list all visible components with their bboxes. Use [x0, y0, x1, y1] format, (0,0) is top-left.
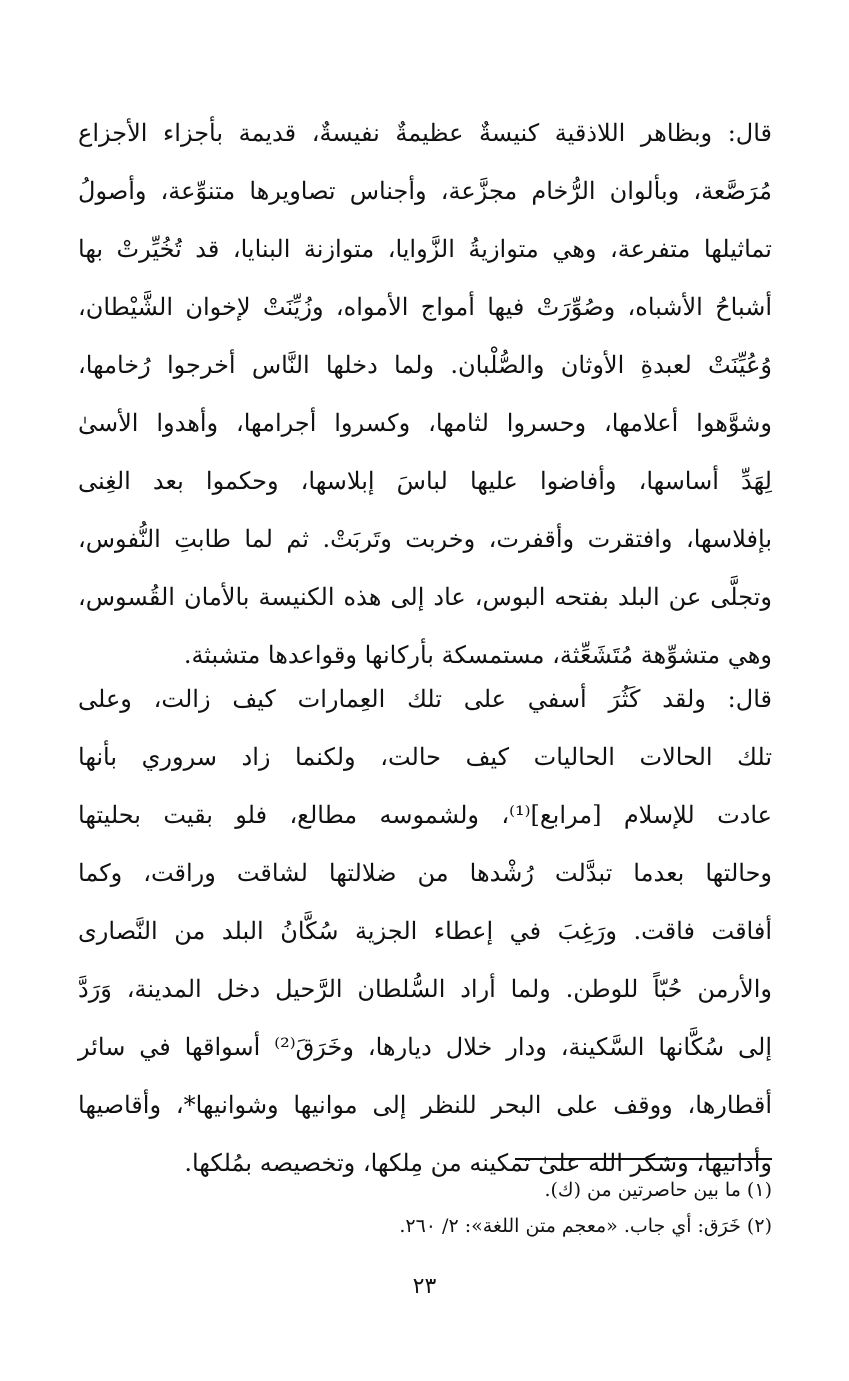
paragraph-1 — [78, 104, 772, 684]
footnote-1: (١) ما بين حاصرتين من (ك). — [544, 1179, 772, 1201]
footnotes — [78, 1172, 772, 1244]
text-line: وهي متشوِّهة مُتَشَعِّثة، مستمسكة بأركانها وقواعدها متشبثة. — [183, 641, 772, 669]
text-line: أشباحُ الأشباه، وصُوِّرَتْ فيها أمواج الأمواه، وزُيِّنَتْ لإخوان الشَّيْطان، — [78, 293, 772, 321]
page-number: ٢٣ — [412, 1274, 437, 1299]
paragraph-2 — [78, 670, 772, 1192]
text-line: تلك الحالات الحاليات كيف حالت، ولكنما زاد سروري بأنها — [78, 743, 772, 771]
text-line: وشوَّهوا أعلامها، وحسروا لثامها، وكسروا أجرامها، وأهدوا الأسىٰ — [78, 409, 772, 437]
text-line: أقطارها، ووقف على البحر للنظر إلى موانيها وشوانيها*، وأقاصيها — [78, 1091, 772, 1119]
text-line: أفاقت فاقت. ورَغِبَ في إعطاء الجزية سُكَّانُ البلد من النَّصارى — [78, 917, 772, 945]
text-line: بإفلاسها، وافتقرت وأقفرت، وخربت وتَربَتْ. ثم لما طابتِ النُّفوس، — [78, 525, 772, 553]
text-line: وتجلَّى عن البلد بفتحه البوس، عاد إلى هذه الكنيسة بالأمان القُسوس، — [78, 583, 772, 611]
footnote-divider — [515, 1158, 772, 1160]
text-line: لِهَدِّ أساسها، وأفاضوا عليها لباسَ إبلاسها، وحكموا بعد الغِنى — [78, 467, 772, 495]
text-line: وحالتها بعدما تبدَّلت رُشْدها من ضلالتها لشاقت وراقت، وكما — [78, 859, 772, 887]
text-line: والأرمن حُبّاً للوطن. ولما أراد السُّلطان الرَّحيل دخل المدينة، وَرَدَّ — [78, 975, 772, 1003]
text-line: تماثيلها متفرعة، وهي متوازيةُ الزَّوايا، متوازنة البنايا، قد تُخُيِّرتْ بها — [78, 235, 772, 263]
text-line: عادت للإسلام [مرابع]⁽¹⁾، ولشموسه مطالع، فلو بقيت بحليتها — [78, 801, 772, 829]
text-line: وأدانيها، وشكر الله علىٰ تمكينه من مِلكها، وتخصيصه بمُلكها. — [184, 1149, 772, 1177]
text-line: وُعُيِّنَتْ لعبدةِ الأوثان والصُّلْبان. ولما دخلها النَّاس أخرجوا رُخامها، — [78, 351, 772, 379]
text-line: إلى سُكَّانها السَّكينة، ودار خلال ديارها، وخَرَقَ⁽²⁾ أسواقها في سائر — [78, 1033, 773, 1061]
text-line: مُرَصَّعة، وبألوان الرُّخام مجزَّعة، وأجناس تصاويرها متنوِّعة، وأصولُ — [78, 177, 772, 205]
text-line: قال: ولقد كَثُرَ أسفي على تلك العِمارات كيف زالت، وعلى — [78, 685, 772, 713]
text-line: قال: وبظاهر اللاذقية كنيسةٌ عظيمةٌ نفيسةٌ، قديمة بأجزاء الأجزاع — [78, 119, 772, 147]
footnote-2: (٢) خَرَق: أي جاب. «معجم متن اللغة»: ٢/ ٢٦٠. — [399, 1215, 772, 1237]
